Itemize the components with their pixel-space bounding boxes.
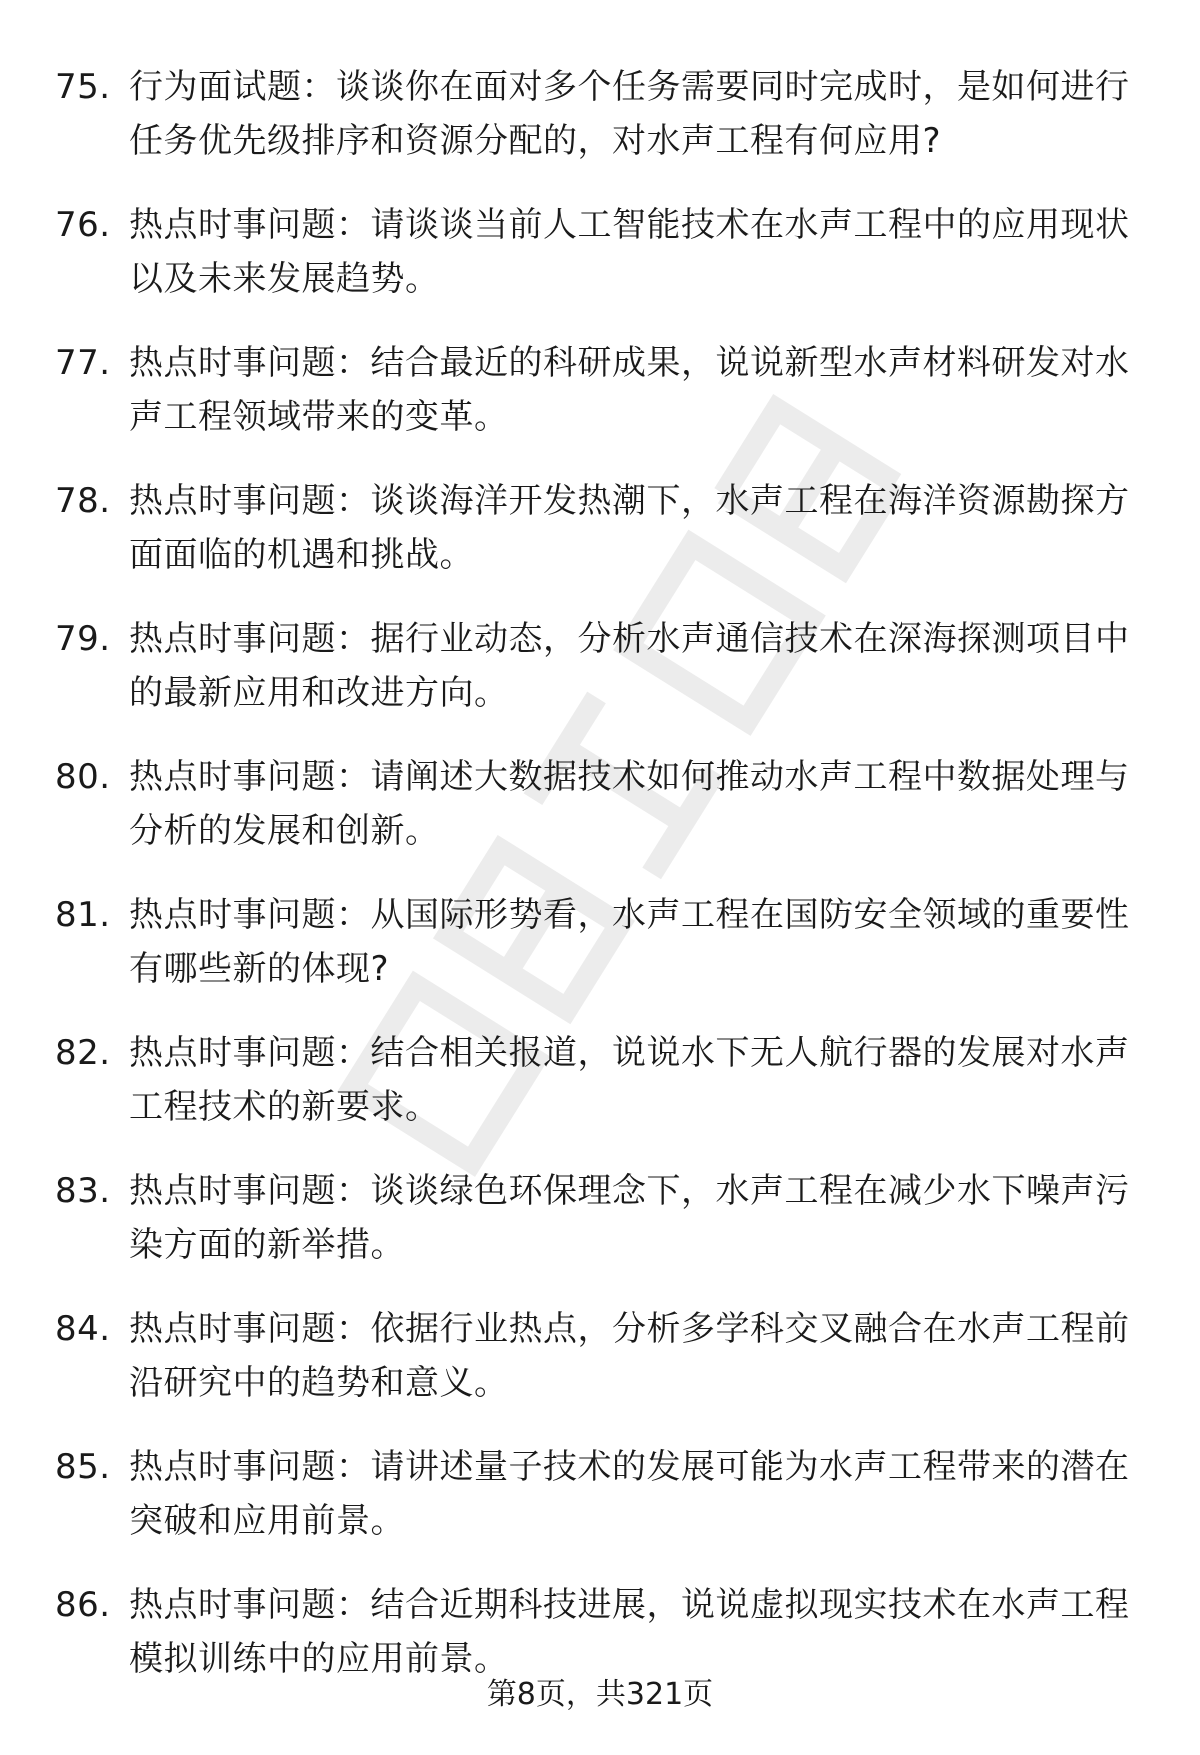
list-item [55, 1164, 1145, 1272]
question-text: 热点时事问题：谈谈绿色环保理念下，水声工程在减少水下噪声污染方面的新举措。 [129, 1171, 1130, 1265]
question-number: 83. [55, 1171, 111, 1211]
question-number: 85. [55, 1447, 111, 1487]
question-text: 热点时事问题：结合最近的科研成果，说说新型水声材料研发对水声工程领域带来的变革。 [129, 343, 1130, 437]
question-number: 79. [55, 619, 111, 659]
list-item [55, 336, 1145, 444]
list-item [55, 750, 1145, 858]
list-item [55, 612, 1145, 720]
question-text: 热点时事问题：从国际形势看，水声工程在国防安全领域的重要性有哪些新的体现? [129, 895, 1130, 989]
question-number: 80. [55, 757, 111, 797]
question-number: 76. [55, 205, 111, 245]
list-item [55, 1026, 1145, 1134]
question-text: 热点时事问题：请谈谈当前人工智能技术在水声工程中的应用现状以及未来发展趋势。 [129, 205, 1130, 299]
question-text: 热点时事问题：据行业动态，分析水声通信技术在深海探测项目中的最新应用和改进方向。 [129, 619, 1130, 713]
question-number: 86. [55, 1585, 111, 1625]
list-item [55, 1578, 1145, 1686]
list-item [55, 198, 1145, 306]
list-item [55, 888, 1145, 996]
list-item [55, 1440, 1145, 1548]
list-item [55, 474, 1145, 582]
question-number: 84. [55, 1309, 111, 1349]
question-text: 热点时事问题：依据行业热点，分析多学科交叉融合在水声工程前沿研究中的趋势和意义。 [129, 1309, 1130, 1403]
question-text: 热点时事问题：谈谈海洋开发热潮下，水声工程在海洋资源勘探方面面临的机遇和挑战。 [129, 481, 1130, 575]
list-item [55, 1302, 1145, 1410]
list-item [55, 60, 1145, 168]
question-text: 热点时事问题：请讲述量子技术的发展可能为水声工程带来的潜在突破和应用前景。 [129, 1447, 1130, 1541]
question-text: 热点时事问题：请阐述大数据技术如何推动水声工程中数据处理与分析的发展和创新。 [129, 757, 1130, 851]
question-text: 热点时事问题：结合相关报道，说说水下无人航行器的发展对水声工程技术的新要求。 [129, 1033, 1130, 1127]
question-number: 77. [55, 343, 111, 383]
question-number: 75. [55, 67, 111, 107]
question-number: 82. [55, 1033, 111, 1073]
question-number: 78. [55, 481, 111, 521]
question-number: 81. [55, 895, 111, 935]
question-text: 热点时事问题：结合近期科技进展，说说虚拟现实技术在水声工程模拟训练中的应用前景。 [129, 1585, 1130, 1679]
page-number: 第8页，共321页 [486, 1677, 714, 1712]
question-list [55, 60, 1145, 1716]
question-text: 行为面试题：谈谈你在面对多个任务需要同时完成时，是如何进行任务优先级排序和资源分配的，对水声工程有何应用? [129, 67, 1130, 161]
